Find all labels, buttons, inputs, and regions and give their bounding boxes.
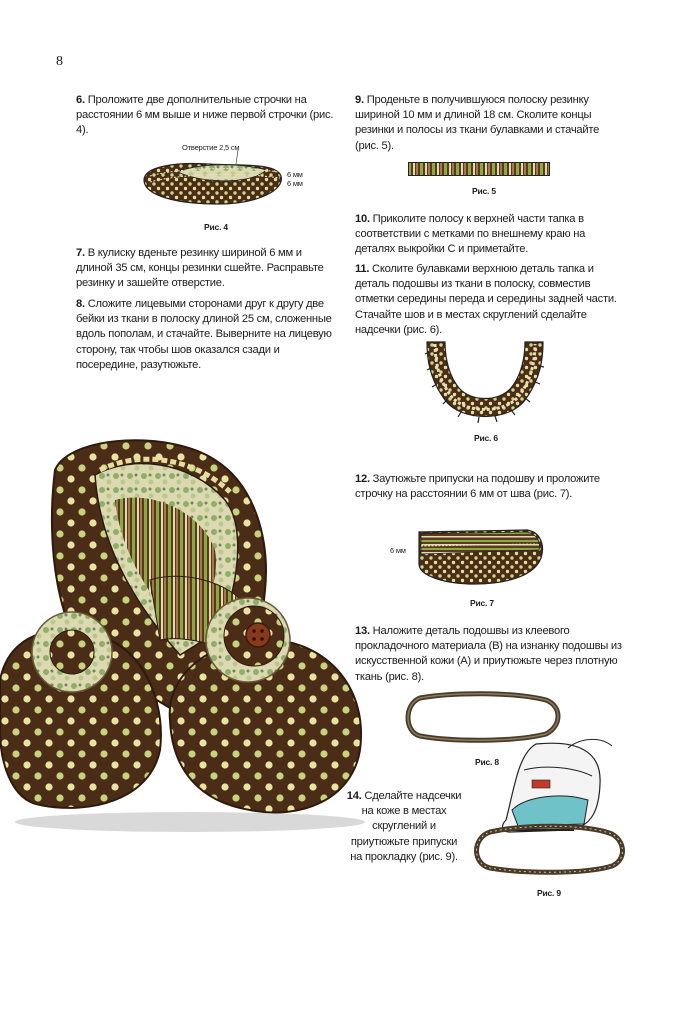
fig8-caption: Рис. 8 [475, 757, 499, 767]
fig4-6mm-label-b: 6 мм [287, 179, 303, 188]
step-10: 10. Приколите полосу к верхней части тапка в соответствии с метками по внешнему краю на деталях выкройки С и приметайте. [355, 213, 586, 256]
slippers-photo [0, 430, 372, 830]
step-8: 8. Сложите лицевыми сторонами друг к другу две бейки из ткани в полоску длиной 25 см, сложенные вдоль пополам, и стачайте. Выверните на лицевую сторону, так чтобы шов оказался сзади и посередине, разутюжьте. [76, 298, 332, 371]
step-14: 14. Сделайте надсечки на коже в местах скруглений и приутюжьте припуски на прокладку (рис. 9). [346, 790, 462, 863]
page-number: 8 [56, 54, 63, 69]
fig4-slipper-illustration [138, 150, 288, 212]
fig7-6mm-label: 6 мм [390, 546, 406, 555]
fig7-caption: Рис. 7 [470, 598, 494, 608]
fig7-sole-illustration [415, 524, 547, 590]
fig6-toe-illustration [425, 338, 545, 428]
fig8-sole-outline-illustration [404, 690, 562, 744]
fig4-6mm-label-a: 6 мм [287, 170, 303, 179]
step-7: 7. В кулиску вденьте резинку шириной 6 мм и длиной 35 см, концы резинки сшейте. Расправьте резинку и зашейте отверстие. [76, 247, 324, 290]
fig4-opening-label: Отверстие 2,5 см [182, 143, 240, 152]
fig9-iron-sole-illustration [466, 740, 626, 878]
step-9: 9. Проденьте в получившуюся полоску резинку шириной 10 мм и длиной 18 см. Сколите концы резинки и полосы из ткани булавками и стачайте (рис. 5). [355, 94, 600, 152]
step-6: 6. Проложите две дополнительные строчки на расстоянии 6 мм выше и ниже первой строчки (рис. 4). [76, 94, 334, 137]
fig5-caption: Рис. 5 [472, 186, 496, 196]
fig6-caption: Рис. 6 [474, 433, 498, 443]
step-13: 13. Наложите деталь подошвы из клеевого прокладочного материала (В) на изнанку подошвы из искусственной кожи (А) и приутюжьте через плотную ткань (рис. 8). [355, 625, 622, 683]
fig4-caption: Рис. 4 [204, 222, 228, 232]
step-11: 11. Сколите булавками верхнюю деталь тапка и деталь подошвы из ткани в полоску, совместив отметки середины переда и середины задней части. Стачайте шов и в местах скруглений сделайте надсечки (рис. 6). [355, 263, 617, 336]
fig9-caption: Рис. 9 [537, 888, 561, 898]
step-12: 12. Заутюжьте припуски на подошву и проложите строчку на расстоянии 6 мм от шва (рис. 7). [355, 473, 600, 501]
fig5-strip-illustration [408, 162, 550, 176]
